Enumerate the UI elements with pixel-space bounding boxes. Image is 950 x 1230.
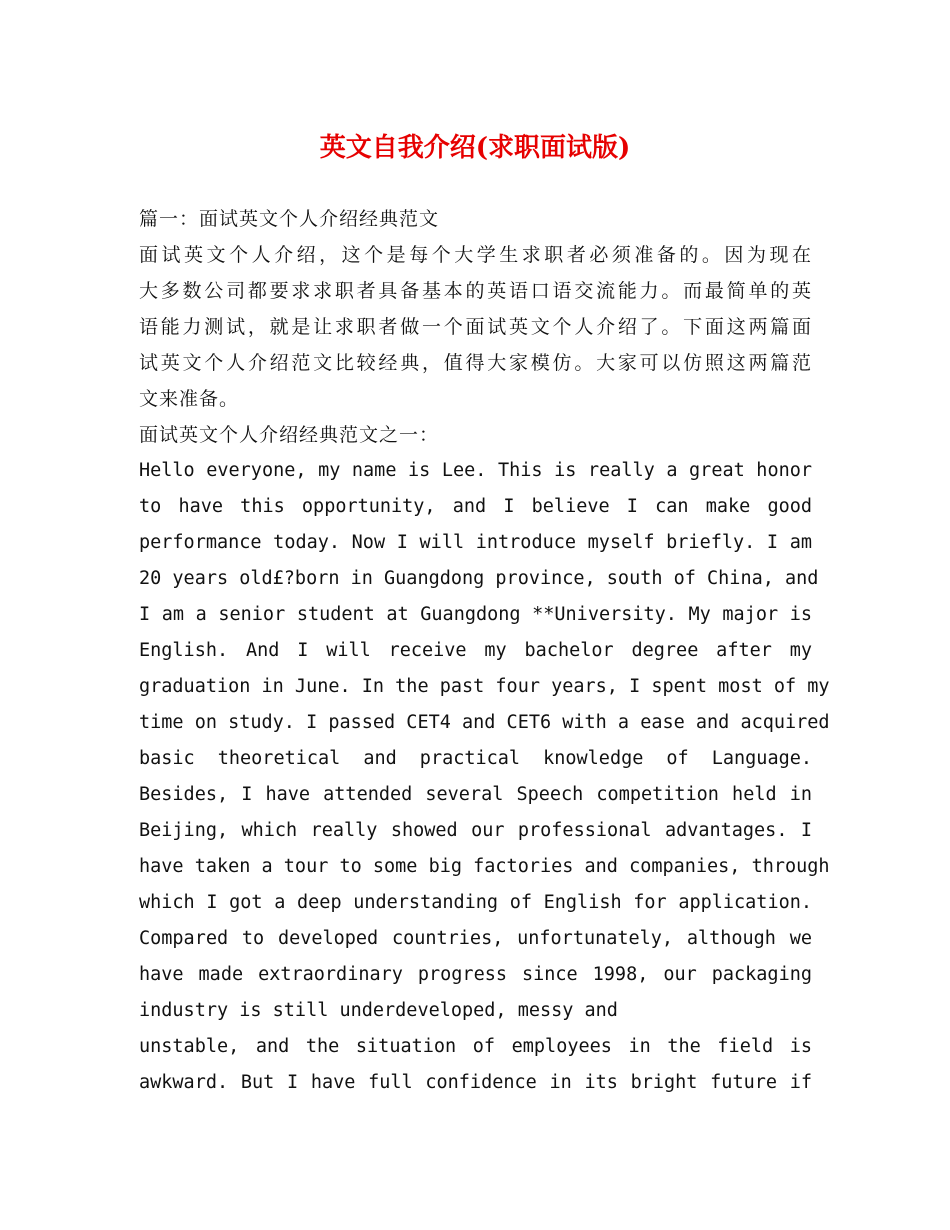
document-title: 英文自我介绍(求职面试版) [319,133,631,163]
english-line: industry is still underdeveloped, messy and [139,1000,618,1021]
paragraph-line: 面试英文个人介绍，这个是每个大学生求职者必须准备的。因为现在 [139,244,812,266]
english-line: Compared to developed countries, unfortunately, although we [139,928,812,949]
english-line: have taken a tour to some big factories and companies, through [139,856,830,877]
english-line: unstable, and the situation of employees in the field is [139,1036,812,1057]
english-line: awkward. But I have full confidence in its bright future if [139,1072,812,1093]
english-line: 20 years old£?born in Guangdong province, south of China, and [139,568,819,589]
paragraph-line: 大多数公司都要求求职者具备基本的英语口语交流能力。而最简单的英 [139,280,812,302]
english-line: Besides, I have attended several Speech competition held in [139,784,812,805]
english-line: English. And I will receive my bachelor degree after my [139,640,812,661]
paragraph-line: 语能力测试，就是让求职者做一个面试英文个人介绍了。下面这两篇面 [139,316,812,338]
english-line: to have this opportunity, and I believe I can make good [139,496,812,517]
english-line: which I got a deep understanding of English for application. [139,892,812,913]
english-line: Beijing, which really showed our professional advantages. I [139,820,812,841]
subsection-heading: 面试英文个人介绍经典范文之一： [139,424,440,446]
english-line: Hello everyone, my name is Lee. This is really a great honor [139,460,812,481]
english-line: I am a senior student at Guangdong **University. My major is [139,604,812,625]
english-line: graduation in June. In the past four years, I spent most of my [139,676,830,697]
english-line: have made extraordinary progress since 1998, our packaging [139,964,812,985]
english-line: performance today. Now I will introduce myself briefly. I am [139,532,812,553]
paragraph-line: 试英文个人介绍范文比较经典，值得大家模仿。大家可以仿照这两篇范 [139,352,812,374]
section-heading: 篇一：面试英文个人介绍经典范文 [139,208,440,230]
english-line: basic theoretical and practical knowledge of Language. [139,748,812,769]
english-line: time on study. I passed CET4 and CET6 with a ease and acquired [139,712,830,733]
paragraph-line: 文来准备。 [139,388,240,410]
